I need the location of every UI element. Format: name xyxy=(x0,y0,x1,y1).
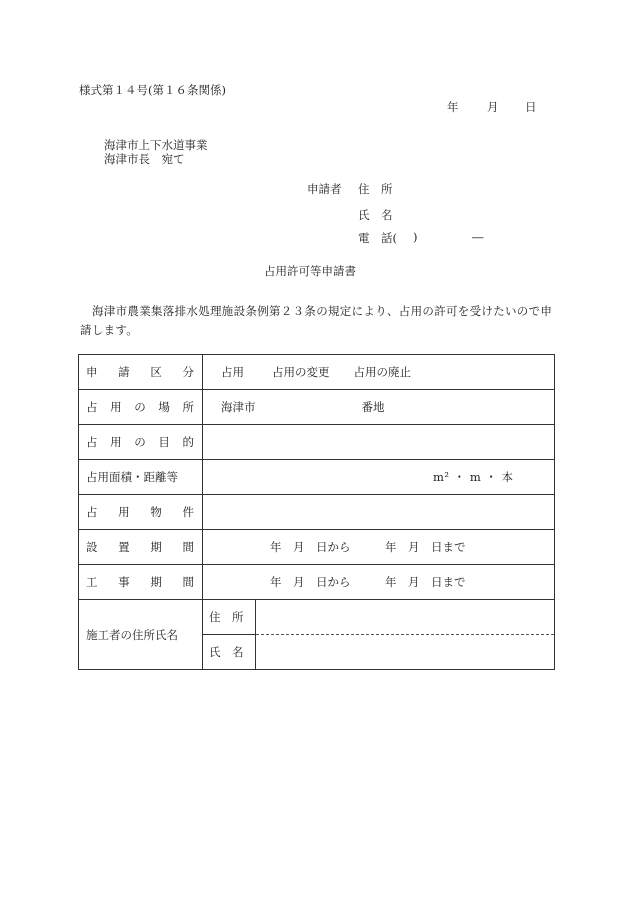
row-purpose xyxy=(79,425,555,460)
option-occupancy[interactable]: 占用 xyxy=(221,365,244,379)
addressee-line-2: 海津市長 宛て xyxy=(104,152,185,166)
row-object xyxy=(79,495,555,530)
installation-period-field[interactable] xyxy=(203,530,555,565)
label-location: 占 用 の 場 所 xyxy=(86,400,194,414)
phone-dash: ― xyxy=(472,230,484,244)
date-line xyxy=(447,99,537,115)
date-year-label: 年 xyxy=(447,100,459,114)
location-field[interactable] xyxy=(203,390,555,425)
option-occupancy-abolition[interactable]: 占用の廃止 xyxy=(353,365,411,379)
form-number: 様式第１４号(第１６条関係) xyxy=(79,83,226,97)
applicant-name-label: 氏 名 xyxy=(358,208,393,222)
row-label xyxy=(79,530,203,565)
contractor-name-label: 氏 名 xyxy=(203,635,256,670)
applicant-address-label: 住 所 xyxy=(358,182,393,196)
location-suffix: 番地 xyxy=(361,400,385,414)
label-area: 占用面積・距離等 xyxy=(86,470,178,484)
row-label xyxy=(79,390,203,425)
label-contractor: 施工者の住所氏名 xyxy=(86,627,178,642)
row-area xyxy=(79,460,555,495)
contractor-name-field[interactable] xyxy=(256,635,555,670)
document-title: 占用許可等申請書 xyxy=(264,264,356,278)
row-location xyxy=(79,390,555,425)
label-application-type: 申 請 区 分 xyxy=(86,365,194,379)
object-field[interactable] xyxy=(203,495,555,530)
row-label xyxy=(79,495,203,530)
row-installation-period xyxy=(79,530,555,565)
applicant-phone-label: 電 話( xyxy=(358,231,397,245)
label-installation-period: 設 置 期 間 xyxy=(86,540,194,554)
label-purpose: 占 用 の 目 的 xyxy=(86,435,194,449)
application-form-table xyxy=(78,354,555,670)
area-units: m² ・ m ・ 本 xyxy=(433,470,514,484)
contractor-address-field[interactable] xyxy=(256,600,555,635)
date-month-label: 月 xyxy=(487,100,499,114)
application-type-field[interactable] xyxy=(203,355,555,390)
construction-period-field[interactable] xyxy=(203,565,555,600)
location-city: 海津市 xyxy=(221,400,256,414)
date-day-label: 日 xyxy=(525,100,537,114)
contractor-address-label: 住 所 xyxy=(203,600,256,635)
purpose-field[interactable] xyxy=(203,425,555,460)
document-body: 海津市農業集落排水処理施設条例第２３条の規定により、占用の許可を受けたいので申請します。 xyxy=(80,304,553,337)
row-contractor-address xyxy=(79,600,555,635)
addressee-line-1: 海津市上下水道事業 xyxy=(104,138,208,152)
installation-period-text: 年 月 日から 年 月 日まで xyxy=(270,540,466,554)
option-occupancy-change[interactable]: 占用の変更 xyxy=(272,365,330,379)
row-label xyxy=(79,425,203,460)
row-label xyxy=(79,355,203,390)
phone-paren-close: ) xyxy=(413,230,418,244)
row-label xyxy=(79,460,203,495)
area-field[interactable] xyxy=(203,460,555,495)
construction-period-text: 年 月 日から 年 月 日まで xyxy=(270,575,466,589)
applicant-label: 申請者 xyxy=(307,182,342,196)
label-object: 占 用 物 件 xyxy=(86,505,194,519)
row-construction-period xyxy=(79,565,555,600)
row-application-type xyxy=(79,355,555,390)
label-construction-period: 工 事 期 間 xyxy=(86,575,194,589)
row-label xyxy=(79,565,203,600)
row-label xyxy=(79,600,203,670)
